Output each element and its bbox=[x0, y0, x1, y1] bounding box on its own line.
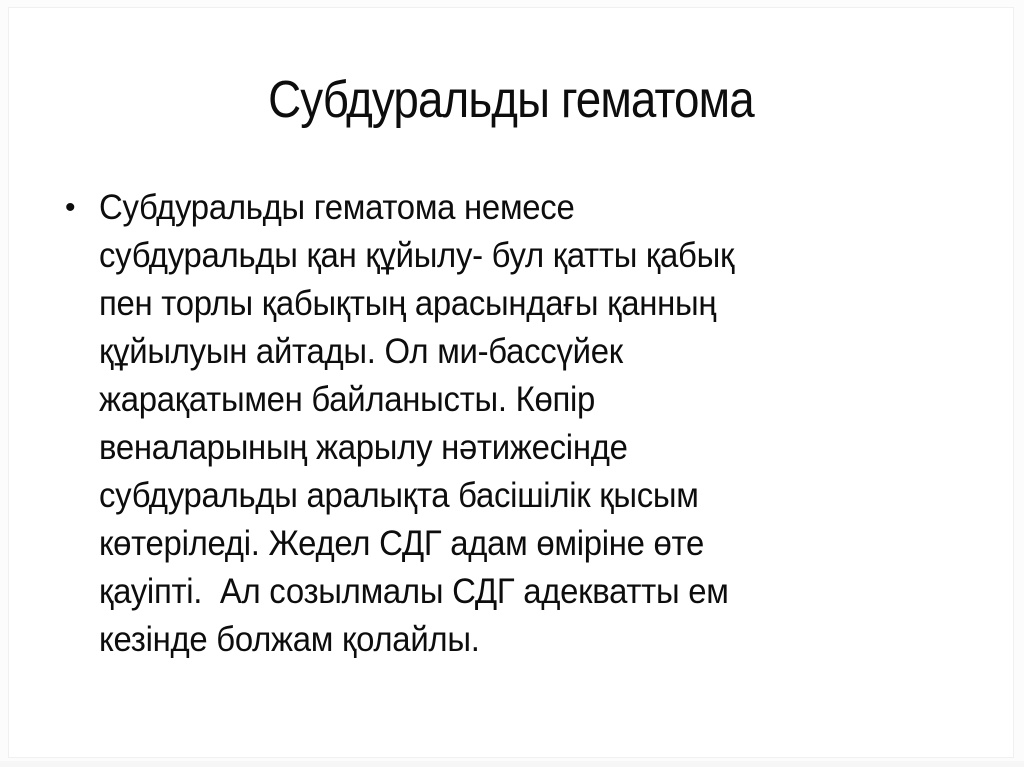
body-text-line: веналарының жарылу нәтижесінде bbox=[99, 428, 628, 467]
bullet-icon: • bbox=[65, 191, 76, 224]
slide-title-text: Субдуральды гематома bbox=[268, 71, 754, 129]
slide-body bbox=[65, 184, 965, 664]
body-text-line: Субдуральды гематома немесе bbox=[99, 188, 575, 227]
page-bottom-strip bbox=[0, 761, 1024, 767]
body-text-line: субдуральды қан құйылу- бул қатты қабық bbox=[99, 236, 735, 275]
body-text-line: субдуральды аралықта басішілік қысым bbox=[99, 476, 699, 515]
body-text-line: жарақатымен байланысты. Көпір bbox=[99, 380, 596, 419]
slide-title bbox=[9, 70, 1013, 130]
presentation-slide bbox=[8, 7, 1014, 758]
bullet-paragraph bbox=[99, 184, 965, 664]
body-text-line: құйылуын айтады. Ол ми-бассүйек bbox=[99, 332, 623, 371]
body-text-line: қауіпті. Ал созылмалы СДГ адекватты ем bbox=[99, 572, 729, 611]
body-text-line: пен торлы қабықтың арасындағы қанның bbox=[99, 284, 717, 323]
body-text-line: кезінде болжам қолайлы. bbox=[99, 620, 480, 659]
body-text-line: көтеріледі. Жедел СДГ адам өміріне өте bbox=[99, 524, 704, 563]
